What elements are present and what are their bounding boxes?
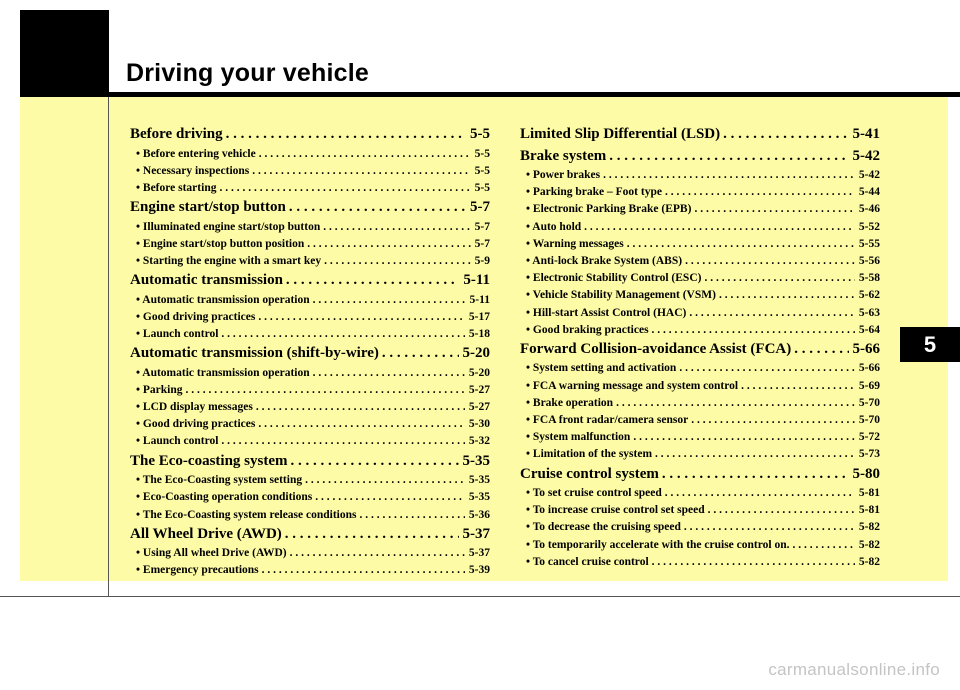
- toc-section-label: All Wheel Drive (AWD): [130, 525, 282, 542]
- leader-dots: [684, 519, 855, 536]
- toc-item-label: • Anti-lock Brake System (ABS): [526, 254, 683, 267]
- toc-item-page: 5-27: [468, 401, 490, 414]
- toc-item-page: 5-62: [858, 289, 880, 302]
- toc-item-page: 5-82: [858, 538, 880, 551]
- leader-dots: [258, 416, 465, 433]
- toc-item[interactable]: [520, 554, 880, 571]
- toc-item[interactable]: [520, 519, 880, 536]
- toc-item[interactable]: [130, 382, 490, 399]
- leader-dots: [258, 309, 465, 326]
- toc-item-page: 5-30: [468, 418, 490, 431]
- toc-item-page: 5-72: [858, 431, 880, 444]
- toc-item-page: 5-39: [468, 564, 490, 577]
- toc-section-label: Limited Slip Differential (LSD): [520, 126, 721, 142]
- toc-item-label: • Illuminated engine start/stop button: [136, 220, 321, 233]
- leader-dots: [305, 472, 465, 489]
- toc-section-page: 5-5: [470, 126, 490, 142]
- bottom-rule: [0, 596, 960, 597]
- leader-dots: [633, 429, 855, 446]
- toc-item[interactable]: [520, 429, 880, 446]
- toc-item-label: • Brake operation: [526, 396, 614, 409]
- toc-item-page: 5-66: [858, 362, 880, 375]
- toc-item[interactable]: [520, 446, 880, 463]
- page-title: Driving your vehicle: [126, 59, 369, 87]
- leader-dots: [291, 451, 459, 473]
- leader-dots: [290, 545, 465, 562]
- toc-item-page: 5-7: [474, 220, 490, 233]
- toc-item-label: • Before entering vehicle: [136, 147, 256, 160]
- toc-item-label: • Necessary inspections: [136, 164, 250, 177]
- leader-dots: [252, 163, 470, 180]
- toc-item-label: • Eco-Coasting operation conditions: [136, 491, 313, 504]
- toc-item-page: 5-36: [468, 508, 490, 521]
- toc-item-page: 5-73: [858, 448, 880, 461]
- toc-item[interactable]: [520, 167, 880, 184]
- chapter-tab[interactable]: 5: [900, 327, 960, 362]
- leader-dots: [665, 184, 855, 201]
- toc-section[interactable]: [520, 124, 880, 146]
- toc-item[interactable]: [520, 201, 880, 218]
- toc-section-label: Automatic transmission: [130, 272, 283, 289]
- leader-dots: [259, 146, 471, 163]
- toc-item-label: • Engine start/stop button position: [136, 237, 305, 250]
- toc-item[interactable]: [130, 180, 490, 197]
- toc-item-label: • Parking brake – Foot type: [526, 186, 662, 199]
- toc-item[interactable]: [130, 292, 490, 309]
- toc-item-label: • Good braking practices: [526, 323, 649, 336]
- toc-item[interactable]: [520, 184, 880, 201]
- toc-item[interactable]: [130, 253, 490, 270]
- leader-dots: [616, 395, 855, 412]
- leader-dots: [256, 399, 465, 416]
- toc-section-label: The Eco-coasting system: [130, 452, 288, 469]
- toc-item-page: 5-27: [468, 383, 490, 396]
- toc-item[interactable]: [130, 236, 490, 253]
- toc-item[interactable]: [130, 507, 490, 524]
- leader-dots: [289, 197, 466, 219]
- leader-dots: [691, 412, 855, 429]
- toc-item-page: 5-69: [858, 379, 880, 392]
- toc-section[interactable]: [130, 524, 490, 546]
- leader-dots: [662, 464, 849, 486]
- leader-dots: [382, 343, 459, 365]
- toc-item-label: • Starting the engine with a smart key: [136, 254, 322, 267]
- toc-item-label: • Parking: [136, 383, 183, 396]
- leader-dots: [723, 124, 848, 146]
- toc-section-label: Brake system: [520, 147, 607, 164]
- toc-section-label: Before driving: [130, 126, 223, 142]
- toc-item-page: 5-42: [858, 169, 880, 181]
- leader-dots: [652, 322, 855, 339]
- leader-dots: [307, 236, 470, 253]
- toc-item[interactable]: [520, 287, 880, 304]
- toc-item-label: • To cancel cruise control: [526, 555, 649, 568]
- leader-dots: [794, 339, 848, 361]
- leader-dots: [315, 489, 465, 506]
- toc-section[interactable]: [130, 270, 490, 292]
- toc-section-page: 5-20: [462, 345, 490, 362]
- toc-section-page: 5-41: [852, 126, 880, 142]
- toc-item-label: • Before starting: [136, 181, 217, 194]
- leader-dots: [679, 360, 855, 377]
- toc-item-page: 5-9: [474, 254, 490, 267]
- leader-dots: [584, 219, 855, 236]
- toc-item-label: • Vehicle Stability Management (VSM): [526, 289, 716, 302]
- toc-section-page: 5-7: [470, 199, 490, 216]
- toc-item[interactable]: [520, 502, 880, 519]
- toc-item-label: • Launch control: [136, 328, 219, 340]
- toc-item[interactable]: [520, 395, 880, 412]
- toc-item[interactable]: [130, 433, 490, 450]
- leader-dots: [286, 270, 459, 292]
- toc-item-label: • Auto hold: [526, 220, 582, 233]
- toc-item-label: • Power brakes: [526, 169, 601, 181]
- leader-dots: [627, 236, 855, 253]
- toc-item-page: 5-20: [468, 366, 490, 379]
- toc-section-label: Forward Collision-avoidance Assist (FCA): [520, 340, 792, 357]
- toc-item[interactable]: [520, 253, 880, 270]
- toc-item[interactable]: [130, 219, 490, 236]
- toc-item-page: 5-82: [858, 555, 880, 568]
- toc-item-page: 5-7: [474, 237, 490, 250]
- toc-item-label: • Limitation of the system: [526, 448, 653, 461]
- leader-dots: [360, 507, 465, 524]
- toc-section[interactable]: [520, 464, 880, 486]
- toc-item[interactable]: [520, 322, 880, 339]
- toc-item[interactable]: [130, 562, 490, 579]
- leader-dots: [792, 537, 854, 554]
- toc-item-page: 5-64: [858, 323, 880, 336]
- leader-dots: [689, 305, 855, 322]
- toc-section[interactable]: [130, 343, 490, 365]
- leader-dots: [603, 167, 855, 184]
- toc-item-label: • FCA front radar/camera sensor: [526, 413, 689, 426]
- toc-item-page: 5-46: [858, 203, 880, 216]
- toc-section-label: Automatic transmission (shift-by-wire): [130, 345, 379, 362]
- toc-item-page: 5-58: [858, 272, 880, 285]
- toc-item-label: • Automatic transmission operation: [136, 366, 310, 379]
- leader-dots: [313, 292, 466, 309]
- toc-item-page: 5-81: [858, 487, 880, 499]
- toc-item[interactable]: [130, 416, 490, 433]
- leader-dots: [704, 270, 854, 287]
- toc-section-label: Engine start/stop button: [130, 199, 286, 216]
- toc-section[interactable]: [130, 124, 490, 146]
- toc-item[interactable]: [520, 360, 880, 377]
- toc-item[interactable]: [520, 412, 880, 429]
- toc-section-page: 5-66: [852, 340, 880, 357]
- toc-item[interactable]: [130, 472, 490, 489]
- leader-dots: [324, 253, 471, 270]
- toc-column-right: [520, 124, 880, 571]
- toc-item-label: • Warning messages: [526, 237, 624, 250]
- toc-item[interactable]: [520, 537, 880, 554]
- toc-item-page: 5-70: [858, 413, 880, 426]
- toc-item[interactable]: [130, 365, 490, 382]
- leader-dots: [665, 485, 855, 502]
- toc-section-page: 5-11: [463, 272, 490, 289]
- toc-section-page: 5-37: [462, 525, 490, 542]
- leader-dots: [226, 124, 466, 146]
- toc-item[interactable]: [130, 326, 490, 343]
- toc-section[interactable]: [520, 339, 880, 361]
- toc-item-label: • The Eco-Coasting system setting: [136, 474, 303, 487]
- toc-item-label: • To temporarily accelerate with the cruise control on.: [526, 538, 790, 551]
- toc-item-page: 5-63: [858, 306, 880, 319]
- leader-dots: [285, 524, 459, 546]
- leader-dots: [655, 446, 855, 463]
- toc-item[interactable]: [520, 236, 880, 253]
- toc-item-page: 5-82: [858, 521, 880, 534]
- toc-item[interactable]: [520, 378, 880, 395]
- toc-item[interactable]: [130, 399, 490, 416]
- watermark: carmanualsonline.info: [768, 660, 940, 679]
- toc-item-page: 5-17: [468, 310, 490, 323]
- toc-item-page: 5-35: [468, 491, 490, 504]
- leader-dots: [708, 502, 855, 519]
- toc-item-page: 5-5: [474, 181, 490, 194]
- toc-item-page: 5-11: [469, 293, 490, 306]
- toc-item-label: • Good driving practices: [136, 310, 256, 323]
- toc-item-label: • Good driving practices: [136, 418, 256, 431]
- toc-item-label: • Hill-start Assist Control (HAC): [526, 306, 687, 319]
- leader-dots: [219, 180, 470, 197]
- leader-dots: [221, 326, 464, 343]
- leader-dots: [221, 433, 464, 450]
- toc-item[interactable]: [520, 219, 880, 236]
- leader-dots: [741, 378, 855, 395]
- toc-item-label: • Launch control: [136, 435, 219, 448]
- toc-item-label: • The Eco-Coasting system release conditions: [136, 508, 357, 521]
- leader-dots: [694, 201, 854, 218]
- toc-item-label: • To increase cruise control set speed: [526, 504, 705, 517]
- toc-item[interactable]: [520, 270, 880, 287]
- toc-item-page: 5-32: [468, 435, 490, 448]
- toc-item-page: 5-44: [858, 186, 880, 199]
- toc-section-page: 5-35: [462, 452, 490, 469]
- toc-item-label: • To decrease the cruising speed: [526, 521, 681, 534]
- toc-item[interactable]: [130, 163, 490, 180]
- toc-item-label: • Electronic Stability Control (ESC): [526, 272, 702, 285]
- toc-item-label: • System setting and activation: [526, 362, 677, 375]
- toc-item-label: • FCA warning message and system control: [526, 379, 739, 392]
- toc-item[interactable]: [520, 485, 880, 502]
- toc-item-label: • To set cruise control speed: [526, 487, 662, 499]
- toc-item-label: • Using All wheel Drive (AWD): [136, 547, 287, 560]
- leader-dots: [685, 253, 855, 270]
- leader-dots: [313, 365, 465, 382]
- toc-item-page: 5-5: [474, 164, 490, 177]
- leader-dots: [323, 219, 470, 236]
- chapter-header-block: [20, 10, 109, 95]
- leader-dots: [609, 146, 848, 168]
- toc-item-page: 5-37: [468, 547, 490, 560]
- toc-column-left: [130, 124, 490, 580]
- toc-item-page: 5-81: [858, 504, 880, 517]
- leader-dots: [652, 554, 855, 571]
- toc-section[interactable]: [130, 451, 490, 473]
- toc-item-label: • System malfunction: [526, 431, 631, 444]
- toc-section-page: 5-80: [852, 465, 880, 482]
- toc-item-page: 5-35: [468, 474, 490, 487]
- toc-item-page: 5-18: [468, 328, 490, 340]
- toc-item[interactable]: [130, 545, 490, 562]
- toc-section[interactable]: [130, 197, 490, 219]
- toc-item-label: • Automatic transmission operation: [136, 293, 310, 306]
- margin-divider: [108, 97, 109, 597]
- toc-item-page: 5-55: [858, 237, 880, 250]
- toc-item-label: • Electronic Parking Brake (EPB): [526, 203, 692, 216]
- toc-item-label: • LCD display messages: [136, 401, 253, 414]
- leader-dots: [719, 287, 855, 304]
- toc-section[interactable]: [520, 146, 880, 168]
- toc-item[interactable]: [130, 489, 490, 506]
- leader-dots: [186, 382, 465, 399]
- toc-item-page: 5-5: [474, 147, 490, 160]
- toc-item[interactable]: [130, 309, 490, 326]
- toc-item[interactable]: [130, 146, 490, 163]
- leader-dots: [262, 562, 465, 579]
- toc-section-label: Cruise control system: [520, 465, 659, 482]
- toc-item[interactable]: [520, 305, 880, 322]
- toc-item-page: 5-56: [858, 254, 880, 267]
- toc-section-page: 5-42: [852, 147, 880, 164]
- toc-item-page: 5-52: [858, 220, 880, 233]
- toc-item-label: • Emergency precautions: [136, 564, 259, 577]
- toc-item-page: 5-70: [858, 396, 880, 409]
